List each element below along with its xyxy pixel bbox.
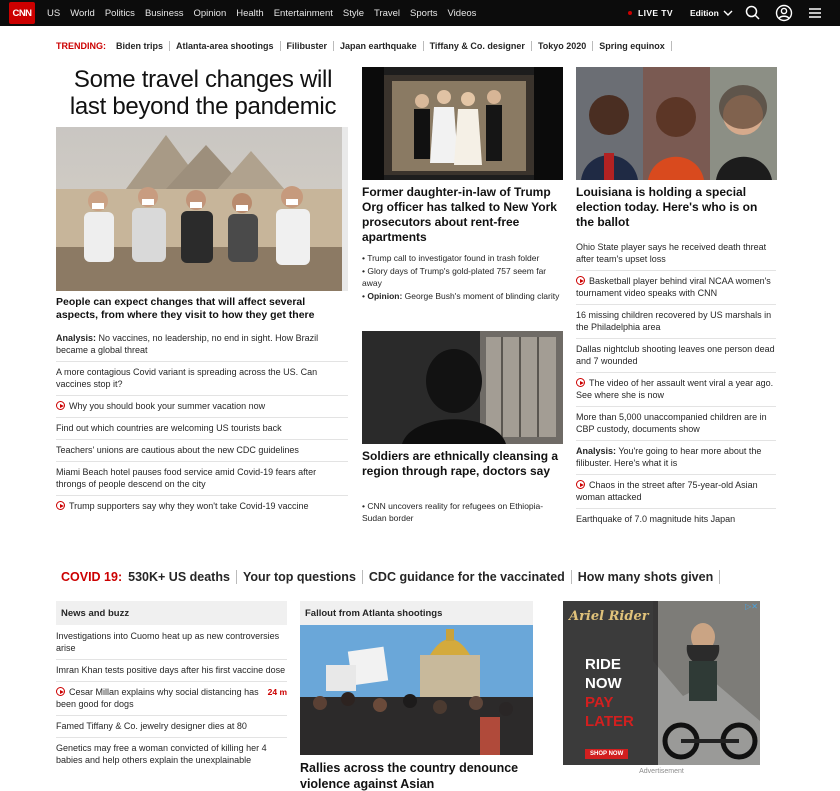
list-item[interactable]	[56, 716, 287, 738]
list-item-text: More than 5,000 unaccompanied children are in CBP custody, documents show	[576, 412, 767, 434]
list-item[interactable]	[576, 305, 776, 339]
bullet-text: George Bush's moment of blinding clarity	[402, 291, 560, 301]
list-item[interactable]	[56, 440, 348, 462]
list-item[interactable]	[56, 462, 348, 496]
nav-link-videos[interactable]: Videos	[447, 7, 477, 19]
list-item-text: Genetics may free a woman convicted of killing her 4 babies and help others explain the unexplainable	[56, 743, 267, 765]
ad-line: RIDE	[585, 656, 621, 673]
ad-line: LATER	[585, 713, 634, 730]
list-item-text: Chaos in the street after 75-year-old Asian woman attacked	[576, 480, 758, 502]
list-item-text: Earthquake of 7.0 magnitude hits Japan	[576, 514, 736, 524]
list-item-text: Dallas nightclub shooting leaves one person dead and 7 wounded	[576, 344, 775, 366]
list-item[interactable]	[56, 626, 287, 660]
covid-link[interactable]: Your top questions	[237, 570, 363, 584]
news-buzz-header: News and buzz	[56, 601, 287, 625]
list-item[interactable]	[576, 237, 776, 271]
edition-dropdown[interactable]	[690, 0, 733, 26]
list-item[interactable]	[576, 407, 776, 441]
list-item[interactable]	[576, 441, 776, 475]
list-item-text: Ohio State player says he received death threat after team's upset loss	[576, 242, 767, 264]
atlanta-header: Fallout from Atlanta shootings	[300, 601, 533, 625]
play-icon	[576, 276, 585, 285]
timestamp: 24 m	[267, 687, 287, 697]
list-item-text: Find out which countries are welcoming US tourists back	[56, 423, 282, 433]
bullet-link[interactable]: • Glory days of Trump's gold-plated 757 seem far away	[362, 266, 547, 288]
ad-line: NOW	[585, 675, 622, 692]
covid-link[interactable]: How many shots given	[572, 570, 720, 584]
ad-brand: Ariel Rider	[569, 609, 649, 624]
list-item-text: Famed Tiffany & Co. jewelry designer dies at 80	[56, 721, 247, 731]
atlanta-rally-image[interactable]	[300, 625, 533, 755]
col3-story-list	[576, 237, 776, 530]
list-item-text: Imran Khan tests positive days after his first vaccine dose	[56, 665, 286, 675]
nav-link-style[interactable]: Style	[342, 7, 364, 19]
story-headline[interactable]: Soldiers are ethnically cleansing a region through rape, doctors say	[362, 449, 559, 478]
search-icon[interactable]	[744, 4, 762, 22]
list-item[interactable]	[56, 682, 287, 716]
nav-link-opinion[interactable]: Opinion	[193, 7, 227, 19]
nav-link-business[interactable]: Business	[144, 7, 184, 19]
play-icon	[56, 401, 65, 410]
trending-item[interactable]: Biden trips	[110, 41, 170, 51]
bullet-link[interactable]: • CNN uncovers reality for refugees on Ethiopia-Sudan border	[362, 501, 544, 523]
atlanta-headline[interactable]: Rallies across the country denounce violence against Asian	[300, 761, 519, 791]
chevron-down-icon	[723, 9, 733, 17]
news-buzz-list	[56, 626, 287, 771]
ad-copy	[585, 655, 634, 731]
list-item[interactable]	[576, 339, 776, 373]
list-item[interactable]	[56, 396, 348, 418]
trending-bar	[56, 41, 672, 51]
live-dot-icon	[628, 11, 632, 15]
nav-links	[47, 0, 486, 26]
lead-caption[interactable]: People can expect changes that will affect several aspects, from where they visit to how they get there	[56, 296, 315, 321]
nav-link-world[interactable]: World	[70, 7, 95, 19]
trump-org-image[interactable]	[362, 67, 563, 180]
list-item-text: A more contagious Covid variant is spreading across the US. Can vaccines stop it?	[56, 367, 318, 389]
live-tv-link[interactable]	[628, 0, 673, 26]
bullet-link[interactable]: • Opinion: George Bush's moment of blinding clarity	[362, 291, 560, 301]
live-tv-label: LIVE TV	[638, 8, 673, 18]
nav-link-us[interactable]: US	[47, 7, 61, 19]
analysis-label: Analysis:	[576, 446, 617, 456]
analysis-label: Analysis:	[56, 333, 97, 343]
nav-link-sports[interactable]: Sports	[410, 7, 438, 19]
play-icon	[576, 480, 585, 489]
louisiana-candidates-image[interactable]	[576, 67, 777, 180]
cnn-logo[interactable]: CNN	[9, 2, 35, 24]
story-headline[interactable]: Former daughter-in-law of Trump Org officer has talked to New York prosecutors about rent-free apartments	[362, 185, 557, 244]
ad-cta-button[interactable]: SHOP NOW	[585, 749, 628, 759]
col1-story-list	[56, 328, 348, 517]
nav-link-politics[interactable]: Politics	[104, 7, 135, 19]
account-icon[interactable]	[775, 4, 793, 22]
story-bullets	[362, 252, 567, 303]
menu-icon[interactable]	[806, 4, 824, 22]
trending-item[interactable]: Tiffany & Co. designer	[424, 41, 532, 51]
story-bullets	[362, 500, 567, 525]
soldiers-image[interactable]	[362, 331, 563, 444]
list-item[interactable]	[56, 418, 348, 440]
advertisement[interactable]	[563, 601, 760, 765]
list-item-text: You're going to hear more about the filibuster. Here's what it is	[576, 446, 762, 468]
list-item-text: Trump supporters say why they won't take Covid-19 vaccine	[69, 501, 309, 511]
list-item[interactable]	[576, 509, 776, 530]
trending-item[interactable]: Filibuster	[281, 41, 335, 51]
list-item-text: The video of her assault went viral a year ago. See where she is now	[576, 378, 774, 400]
play-icon	[576, 378, 585, 387]
list-item[interactable]	[56, 328, 348, 362]
list-item[interactable]	[56, 362, 348, 396]
list-item-text: 16 missing children recovered by US marshals in the Philadelphia area	[576, 310, 772, 332]
nav-link-health[interactable]: Health	[236, 7, 264, 19]
ad-choices-icon[interactable]: ▷✕	[745, 602, 758, 611]
trending-item[interactable]: Atlanta-area shootings	[170, 41, 281, 51]
list-item[interactable]	[56, 738, 287, 771]
list-item[interactable]	[576, 475, 776, 509]
list-item-text: Why you should book your summer vacation now	[69, 401, 266, 411]
bullet-text: CNN uncovers reality for refugees on Ethiopia-Sudan border	[362, 501, 544, 523]
top-nav	[0, 0, 840, 26]
covid-link[interactable]: CDC guidance for the vaccinated	[363, 570, 572, 584]
opinion-label: Opinion:	[367, 291, 403, 301]
list-item[interactable]	[576, 271, 776, 305]
trending-item[interactable]: Tokyo 2020	[532, 41, 593, 51]
bullet-text: Trump call to investigator found in trash folder	[367, 253, 540, 263]
lead-headline[interactable]: Some travel changes will last beyond the pandemic	[69, 66, 337, 120]
list-item[interactable]	[576, 373, 776, 407]
lead-image[interactable]	[56, 127, 348, 291]
list-item-text: No vaccines, no leadership, no end in sight. How Brazil became a global threat	[56, 333, 319, 355]
story-headline[interactable]: Louisiana is holding a special election today. Here's who is on the ballot	[576, 185, 758, 229]
play-icon	[56, 687, 65, 696]
list-item[interactable]	[56, 496, 348, 517]
ad-line: PAY	[585, 694, 614, 711]
list-item-text: Investigations into Cuomo heat up as new controversies arise	[56, 631, 280, 653]
nav-link-travel[interactable]: Travel	[374, 7, 401, 19]
trending-item[interactable]: Spring equinox	[593, 41, 672, 51]
covid-bar	[56, 570, 720, 584]
bullet-link[interactable]: • Trump call to investigator found in trash folder	[362, 253, 540, 263]
list-item[interactable]	[56, 660, 287, 682]
list-item-text: Miami Beach hotel pauses food service amid Covid-19 fears after throngs of people descend on the city	[56, 467, 317, 489]
trending-label: TRENDING:	[56, 41, 106, 51]
covid-label: COVID 19:	[61, 570, 123, 584]
list-item-text: Cesar Millan explains why social distancing has been good for dogs	[56, 687, 259, 709]
play-icon	[56, 501, 65, 510]
list-item-text: Basketball player behind viral NCAA women's tournament video speaks with CNN	[576, 276, 771, 298]
trending-item[interactable]: Japan earthquake	[334, 41, 424, 51]
covid-link[interactable]: 530K+ US deaths	[122, 570, 237, 584]
edition-label: Edition	[690, 8, 719, 18]
bullet-text: Glory days of Trump's gold-plated 757 seem far away	[362, 266, 547, 288]
nav-link-entertainment[interactable]: Entertainment	[273, 7, 333, 19]
list-item-text: Teachers' unions are cautious about the new CDC guidelines	[56, 445, 299, 455]
ad-label: Advertisement	[639, 768, 684, 775]
